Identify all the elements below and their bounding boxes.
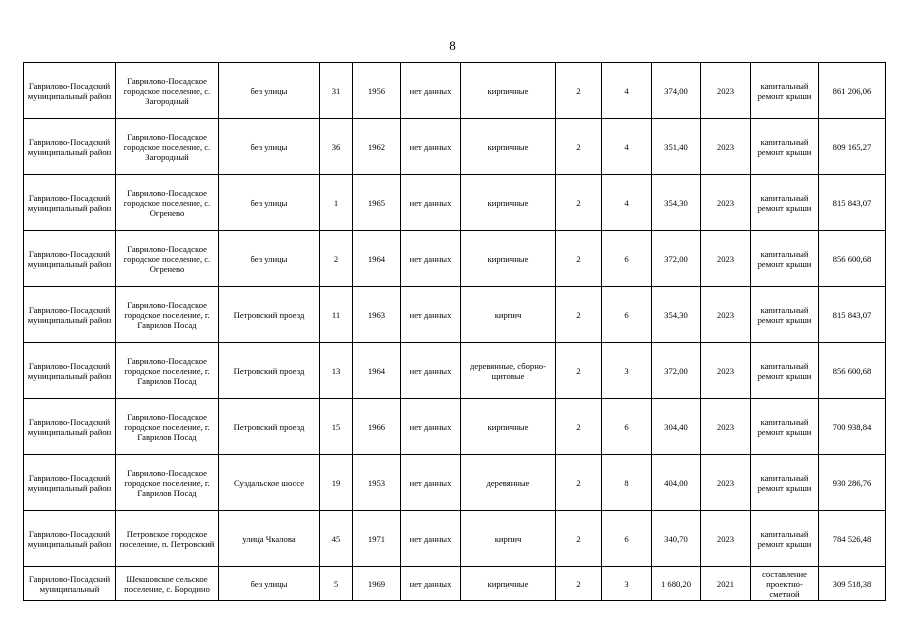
data-status-cell: нет данных	[401, 455, 461, 511]
wall-material-cell: деревянные	[461, 455, 556, 511]
house-number-cell: 5	[320, 567, 353, 601]
area-cell: 372,00	[652, 343, 701, 399]
plan-year-cell: 2023	[701, 175, 751, 231]
data-status-cell: нет данных	[401, 399, 461, 455]
street-cell: улица Чкалова	[219, 511, 320, 567]
work-type-cell: капитальный ремонт крыши	[751, 455, 819, 511]
settlement-cell: Гаврилово-Посадское городское поселение, г. Гаврилов Посад	[116, 287, 219, 343]
plan-year-cell: 2023	[701, 343, 751, 399]
table-row	[24, 287, 886, 343]
work-type-cell: капитальный ремонт крыши	[751, 343, 819, 399]
table-row	[24, 399, 886, 455]
street-cell: без улицы	[219, 231, 320, 287]
settlement-cell: Гаврилово-Посадское городское поселение, г. Гаврилов Посад	[116, 455, 219, 511]
table-row	[24, 567, 886, 601]
district-cell: Гаврилово-Посадский муниципальный район	[24, 511, 116, 567]
cost-cell: 861 206,06	[819, 63, 886, 119]
area-cell: 404,00	[652, 455, 701, 511]
house-number-cell: 11	[320, 287, 353, 343]
settlement-cell: Шекшовское сельское поселение, с. Бородино	[116, 567, 219, 601]
street-cell: Суздальское шоссе	[219, 455, 320, 511]
house-number-cell: 45	[320, 511, 353, 567]
cost-cell: 809 165,27	[819, 119, 886, 175]
plan-year-cell: 2021	[701, 567, 751, 601]
street-cell: Петровский проезд	[219, 399, 320, 455]
house-number-cell: 13	[320, 343, 353, 399]
table-row	[24, 511, 886, 567]
work-type-cell: капитальный ремонт крыши	[751, 119, 819, 175]
floors-cell: 2	[556, 455, 602, 511]
build-year-cell: 1969	[353, 567, 401, 601]
housing-register-table	[23, 62, 886, 601]
area-cell: 354,30	[652, 175, 701, 231]
table-row	[24, 455, 886, 511]
data-status-cell: нет данных	[401, 511, 461, 567]
floors-cell: 2	[556, 399, 602, 455]
apartments-cell: 6	[602, 287, 652, 343]
cost-cell: 856 600,68	[819, 231, 886, 287]
cost-cell: 815 843,07	[819, 175, 886, 231]
apartments-cell: 6	[602, 511, 652, 567]
house-number-cell: 15	[320, 399, 353, 455]
cost-cell: 930 286,76	[819, 455, 886, 511]
cost-cell: 309 518,38	[819, 567, 886, 601]
district-cell: Гаврилово-Посадский муниципальный район	[24, 119, 116, 175]
district-cell: Гаврилово-Посадский муниципальный район	[24, 287, 116, 343]
build-year-cell: 1965	[353, 175, 401, 231]
apartments-cell: 4	[602, 175, 652, 231]
wall-material-cell: кирпичные	[461, 63, 556, 119]
wall-material-cell: кирпичные	[461, 567, 556, 601]
floors-cell: 2	[556, 343, 602, 399]
floors-cell: 2	[556, 511, 602, 567]
street-cell: без улицы	[219, 63, 320, 119]
apartments-cell: 3	[602, 343, 652, 399]
work-type-cell: капитальный ремонт крыши	[751, 63, 819, 119]
settlement-cell: Петровское городское поселение, п. Петровский	[116, 511, 219, 567]
wall-material-cell: деревянные, сборно-щитовые	[461, 343, 556, 399]
district-cell: Гаврилово-Посадский муниципальный район	[24, 455, 116, 511]
street-cell: Петровский проезд	[219, 343, 320, 399]
area-cell: 354,30	[652, 287, 701, 343]
district-cell: Гаврилово-Посадский муниципальный	[24, 567, 116, 601]
work-type-cell: капитальный ремонт крыши	[751, 287, 819, 343]
plan-year-cell: 2023	[701, 511, 751, 567]
data-status-cell: нет данных	[401, 231, 461, 287]
house-number-cell: 31	[320, 63, 353, 119]
floors-cell: 2	[556, 175, 602, 231]
table-row	[24, 63, 886, 119]
settlement-cell: Гаврилово-Посадское городское поселение, г. Гаврилов Посад	[116, 343, 219, 399]
data-status-cell: нет данных	[401, 175, 461, 231]
area-cell: 374,00	[652, 63, 701, 119]
table-row	[24, 343, 886, 399]
street-cell: Петровский проезд	[219, 287, 320, 343]
cost-cell: 856 600,68	[819, 343, 886, 399]
floors-cell: 2	[556, 119, 602, 175]
house-number-cell: 1	[320, 175, 353, 231]
work-type-cell: капитальный ремонт крыши	[751, 511, 819, 567]
data-status-cell: нет данных	[401, 567, 461, 601]
floors-cell: 2	[556, 231, 602, 287]
plan-year-cell: 2023	[701, 231, 751, 287]
data-status-cell: нет данных	[401, 63, 461, 119]
district-cell: Гаврилово-Посадский муниципальный район	[24, 399, 116, 455]
build-year-cell: 1963	[353, 287, 401, 343]
settlement-cell: Гаврилово-Посадское городское поселение, с. Загородный	[116, 119, 219, 175]
data-status-cell: нет данных	[401, 119, 461, 175]
wall-material-cell: кирпич	[461, 287, 556, 343]
work-type-cell: составление проектно-сметной	[751, 567, 819, 601]
house-number-cell: 19	[320, 455, 353, 511]
data-status-cell: нет данных	[401, 343, 461, 399]
plan-year-cell: 2023	[701, 455, 751, 511]
plan-year-cell: 2023	[701, 63, 751, 119]
plan-year-cell: 2023	[701, 399, 751, 455]
area-cell: 351,40	[652, 119, 701, 175]
cost-cell: 815 843,07	[819, 287, 886, 343]
apartments-cell: 3	[602, 567, 652, 601]
wall-material-cell: кирпич	[461, 511, 556, 567]
street-cell: без улицы	[219, 567, 320, 601]
plan-year-cell: 2023	[701, 287, 751, 343]
wall-material-cell: кирпичные	[461, 175, 556, 231]
build-year-cell: 1964	[353, 343, 401, 399]
floors-cell: 2	[556, 567, 602, 601]
district-cell: Гаврилово-Посадский муниципальный район	[24, 63, 116, 119]
apartments-cell: 4	[602, 63, 652, 119]
floors-cell: 2	[556, 63, 602, 119]
street-cell: без улицы	[219, 119, 320, 175]
floors-cell: 2	[556, 287, 602, 343]
district-cell: Гаврилово-Посадский муниципальный район	[24, 231, 116, 287]
plan-year-cell: 2023	[701, 119, 751, 175]
table-row	[24, 119, 886, 175]
street-cell: без улицы	[219, 175, 320, 231]
work-type-cell: капитальный ремонт крыши	[751, 399, 819, 455]
build-year-cell: 1966	[353, 399, 401, 455]
settlement-cell: Гаврилово-Посадское городское поселение, с. Загородный	[116, 63, 219, 119]
wall-material-cell: кирпичные	[461, 399, 556, 455]
build-year-cell: 1956	[353, 63, 401, 119]
build-year-cell: 1964	[353, 231, 401, 287]
apartments-cell: 4	[602, 119, 652, 175]
area-cell: 372,00	[652, 231, 701, 287]
build-year-cell: 1953	[353, 455, 401, 511]
apartments-cell: 6	[602, 231, 652, 287]
build-year-cell: 1962	[353, 119, 401, 175]
apartments-cell: 8	[602, 455, 652, 511]
house-number-cell: 2	[320, 231, 353, 287]
wall-material-cell: кирпичные	[461, 231, 556, 287]
wall-material-cell: кирпичные	[461, 119, 556, 175]
work-type-cell: капитальный ремонт крыши	[751, 175, 819, 231]
data-status-cell: нет данных	[401, 287, 461, 343]
cost-cell: 784 526,48	[819, 511, 886, 567]
area-cell: 340,70	[652, 511, 701, 567]
settlement-cell: Гаврилово-Посадское городское поселение, г. Гаврилов Посад	[116, 399, 219, 455]
area-cell: 1 680,20	[652, 567, 701, 601]
table-row	[24, 175, 886, 231]
table-row	[24, 231, 886, 287]
house-number-cell: 36	[320, 119, 353, 175]
area-cell: 304,40	[652, 399, 701, 455]
apartments-cell: 6	[602, 399, 652, 455]
district-cell: Гаврилово-Посадский муниципальный район	[24, 175, 116, 231]
build-year-cell: 1971	[353, 511, 401, 567]
settlement-cell: Гаврилово-Посадское городское поселение, с. Огренево	[116, 231, 219, 287]
page-number: 8	[449, 38, 456, 53]
district-cell: Гаврилово-Посадский муниципальный район	[24, 343, 116, 399]
work-type-cell: капитальный ремонт крыши	[751, 231, 819, 287]
cost-cell: 700 938,84	[819, 399, 886, 455]
settlement-cell: Гаврилово-Посадское городское поселение, с. Огренево	[116, 175, 219, 231]
